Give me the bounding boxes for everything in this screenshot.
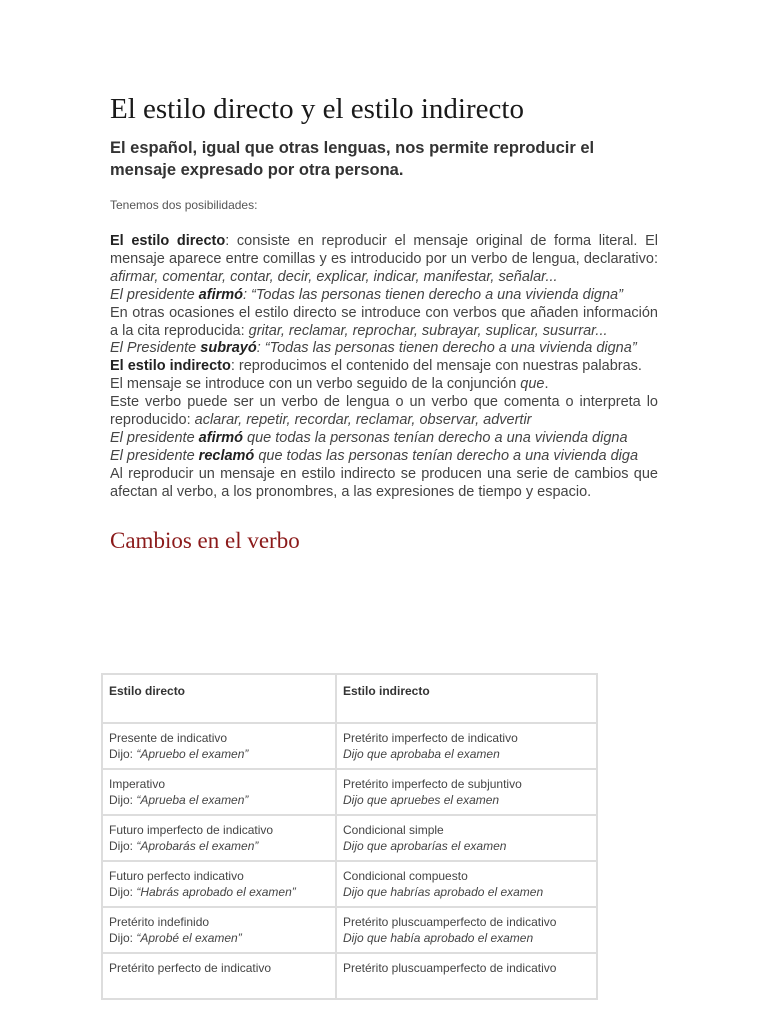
example-2: El Presidente subrayó: “Todas las personas tienen derecho a una vivienda digna” [110,340,637,357]
section-title: Cambios en el verbo [110,527,300,553]
verb-changes-table [101,673,598,1000]
column-header: Estilo indirecto [336,674,597,723]
direct-cell: Pretérito perfecto de indicativo [102,953,336,999]
page-title: El estilo directo y el estilo indirecto [110,93,524,125]
term: El estilo directo [110,233,226,249]
example-3: El presidente afirmó que todas la personas tenían derecho a una vivienda digna [110,429,628,446]
table-row [102,769,597,815]
indirect-cell: Pretérito pluscuamperfecto de indicativo Dijo que había aprobado el examen [336,907,597,953]
indirect-cell: Pretérito imperfecto de indicativo Dijo que aprobaba el examen [336,723,597,769]
indirect-cell: Condicional simple Dijo que aprobarías el examen [336,815,597,861]
indirect-cell: Pretérito pluscuamperfecto de indicativo [336,953,597,999]
table-row [102,723,597,769]
body-text [110,233,658,502]
intro-text: Tenemos dos posibilidades: [110,198,258,212]
direct-cell: Presente de indicativo Dijo: “Apruebo el examen” [102,723,336,769]
table-row [102,815,597,861]
document-content [110,92,658,564]
indirect-cell: Pretérito imperfecto de subjuntivo Dijo que apruebes el examen [336,769,597,815]
indirect-verbs: Este verbo puede ser un verbo de lengua o un verbo que comenta o interpreta lo reproducido: aclarar, repetir, recordar, reclamar, observar, advertir [110,394,658,429]
direct-cell: Pretérito indefinido Dijo: “Aprobé el examen” [102,907,336,953]
changes-paragraph: Al reproducir un mensaje en estilo indirecto se producen una serie de cambios que afectan al verbo, a los pronombres, a las expresiones de tiempo y espacio. [110,465,658,500]
example-1: El presidente afirmó: “Todas las personas tienen derecho a una vivienda digna” [110,286,623,303]
indirect-conjunction: El mensaje se introduce con un verbo seguido de la conjunción que. [110,376,549,393]
table-header-row [102,674,597,723]
lead-paragraph: El español, igual que otras lenguas, nos permite reproducir el mensaje expresado por otra persona. [110,139,595,179]
table-row [102,907,597,953]
indirect-style-definition: El estilo indirecto: reproducimos el contenido del mensaje con nuestras palabras. [110,358,642,375]
direct-style-definition: El estilo directo: consiste en reproducir el mensaje original de forma literal. El mensaje aparece entre comillas y es introducido por un verbo de lengua, declarativo: afirmar, comentar, contar, decir, explicar, indicar, manifestar, señalar... [110,233,658,285]
table-row [102,861,597,907]
direct-style-other-verbs: En otras ocasiones el estilo directo se introduce con verbos que añaden información a la cita reproducida: gritar, reclamar, reprochar, subrayar, suplicar, susurrar... [110,304,658,339]
direct-cell: Imperativo Dijo: “Aprueba el examen” [102,769,336,815]
column-header: Estilo directo [102,674,336,723]
direct-cell: Futuro perfecto indicativo Dijo: “Habrás aprobado el examen” [102,861,336,907]
direct-cell: Futuro imperfecto de indicativo Dijo: “Aprobarás el examen” [102,815,336,861]
term: El estilo indirecto [110,358,231,375]
indirect-cell: Condicional compuesto Dijo que habrías aprobado el examen [336,861,597,907]
example-4: El presidente reclamó que todas las personas tenían derecho a una vivienda diga [110,447,639,464]
table-row [102,953,597,999]
